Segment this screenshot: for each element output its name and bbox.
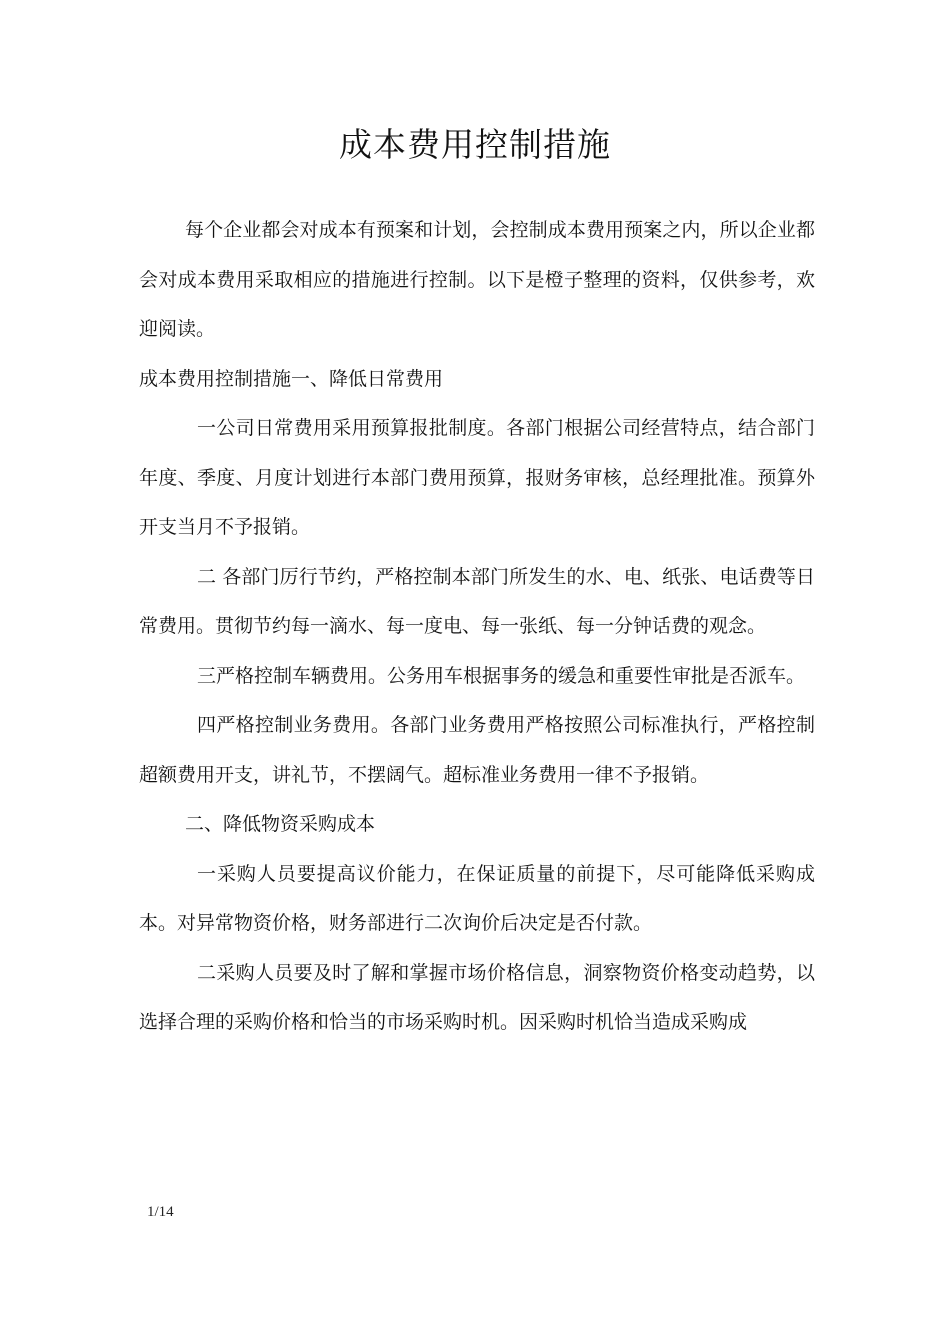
page-number: 1/14: [147, 1204, 174, 1220]
document-title: 成本费用控制措施: [339, 125, 611, 164]
paragraph-1-2: 二 各部门厉行节约，严格控制本部门所发生的水、电、纸张、电话费等日常费用。贯彻节约每一滴水、每一度电、每一张纸、每一分钟话费的观念。: [139, 565, 815, 637]
section-heading-1: 成本费用控制措施一、降低日常费用: [139, 367, 444, 390]
paragraph-2-1: 一采购人员要提高议价能力，在保证质量的前提下，尽可能降低采购成本。对异常物资价格，财务部进行二次询价后决定是否付款。: [139, 862, 815, 934]
paragraph-2-2: 二采购人员要及时了解和掌握市场价格信息，洞察物资价格变动趋势，以选择合理的采购价格和恰当的市场采购时机。因采购时机恰当造成采购成: [139, 961, 815, 1033]
paragraph-1-4: 四严格控制业务费用。各部门业务费用严格按照公司标准执行，严格控制超额费用开支，讲礼节，不摆阔气。超标准业务费用一律不予报销。: [139, 714, 815, 786]
paragraph-1-3: 三严格控制车辆费用。公务用车根据事务的缓急和重要性审批是否派车。: [197, 664, 806, 687]
section-heading-2: 二、降低物资采购成本: [185, 813, 376, 835]
paragraph-1-1: 一公司日常费用采用预算报批制度。各部门根据公司经营特点，结合部门年度、季度、月度计划进行本部门费用预算，报财务审核，总经理批准。预算外开支当月不予报销。: [139, 417, 815, 538]
document-body: [139, 206, 815, 1048]
intro-paragraph: 每个企业都会对成本有预案和计划，会控制成本费用预案之内，所以企业都会对成本费用采取相应的措施进行控制。以下是橙子整理的资料，仅供参考，欢迎阅读。: [139, 219, 815, 340]
